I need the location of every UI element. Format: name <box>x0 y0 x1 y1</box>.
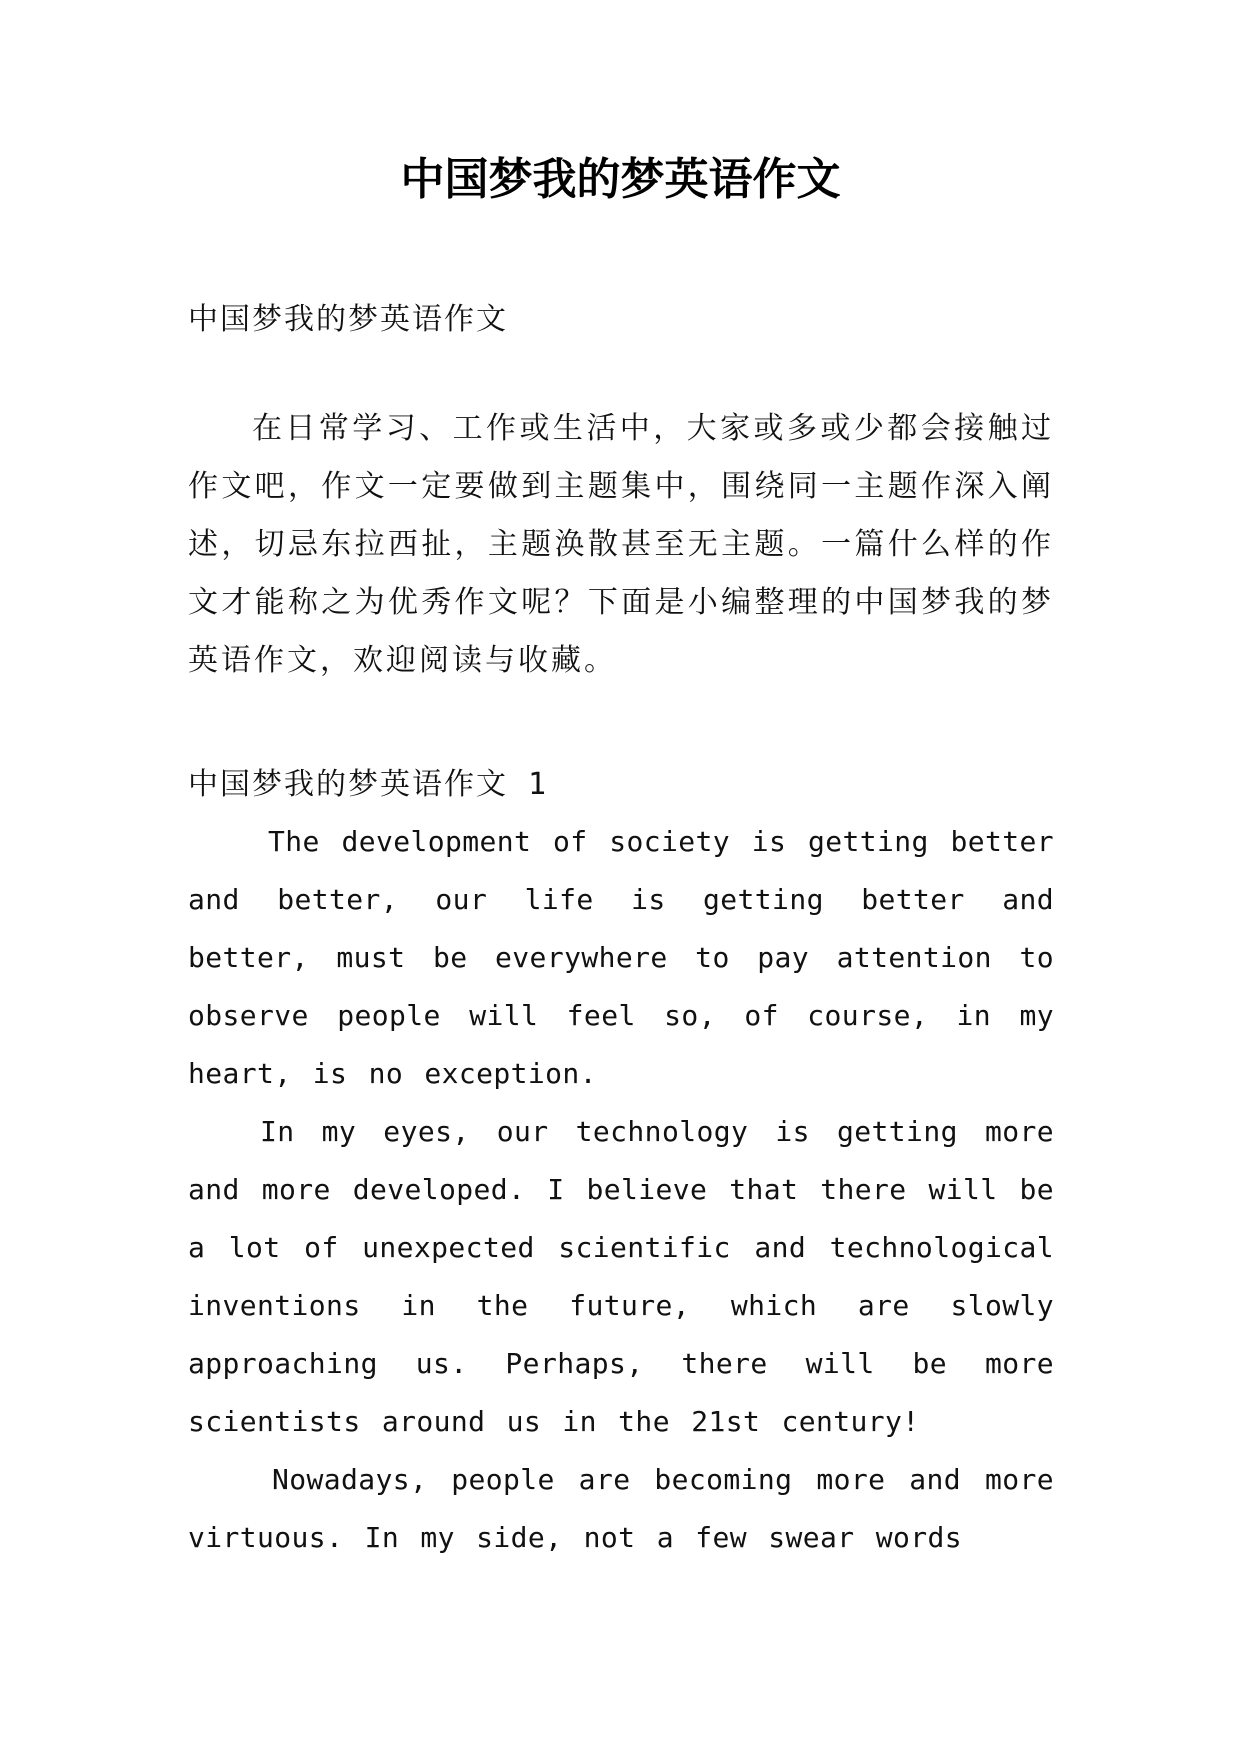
essay-paragraph-1: The development of society is getting better and better, our life is getting better and better, must be everywhere to pay attention to observe people will feel so, of course, in my heart, is no exception. <box>188 825 1054 1090</box>
essay-paragraph-3: Nowadays, people are becoming more and more virtuous. In my side, not a few swear words <box>188 1463 1054 1554</box>
intro-paragraph: 在日常学习、工作或生活中，大家或多或少都会接触过作文吧，作文一定要做到主题集中，围绕同一主题作深入阐述，切忌东拉西扯，主题涣散甚至无主题。一篇什么样的作文才能称之为优秀作文呢？下面是小编整理的中国梦我的梦英语作文，欢迎阅读与收藏。 <box>188 411 1054 678</box>
document-subtitle: 中国梦我的梦英语作文 <box>188 302 508 337</box>
document-title: 中国梦我的梦英语作文 <box>400 154 841 205</box>
section-heading: 中国梦我的梦英语作文 1 <box>188 767 549 802</box>
essay-paragraph-2: In my eyes, our technology is getting more and more developed. I believe that there will be a lot of unexpected scientific and technological inventions in the future, which are slowly approaching us. Perhaps, there will be more scientists around us in the 21st century! <box>188 1115 1054 1438</box>
